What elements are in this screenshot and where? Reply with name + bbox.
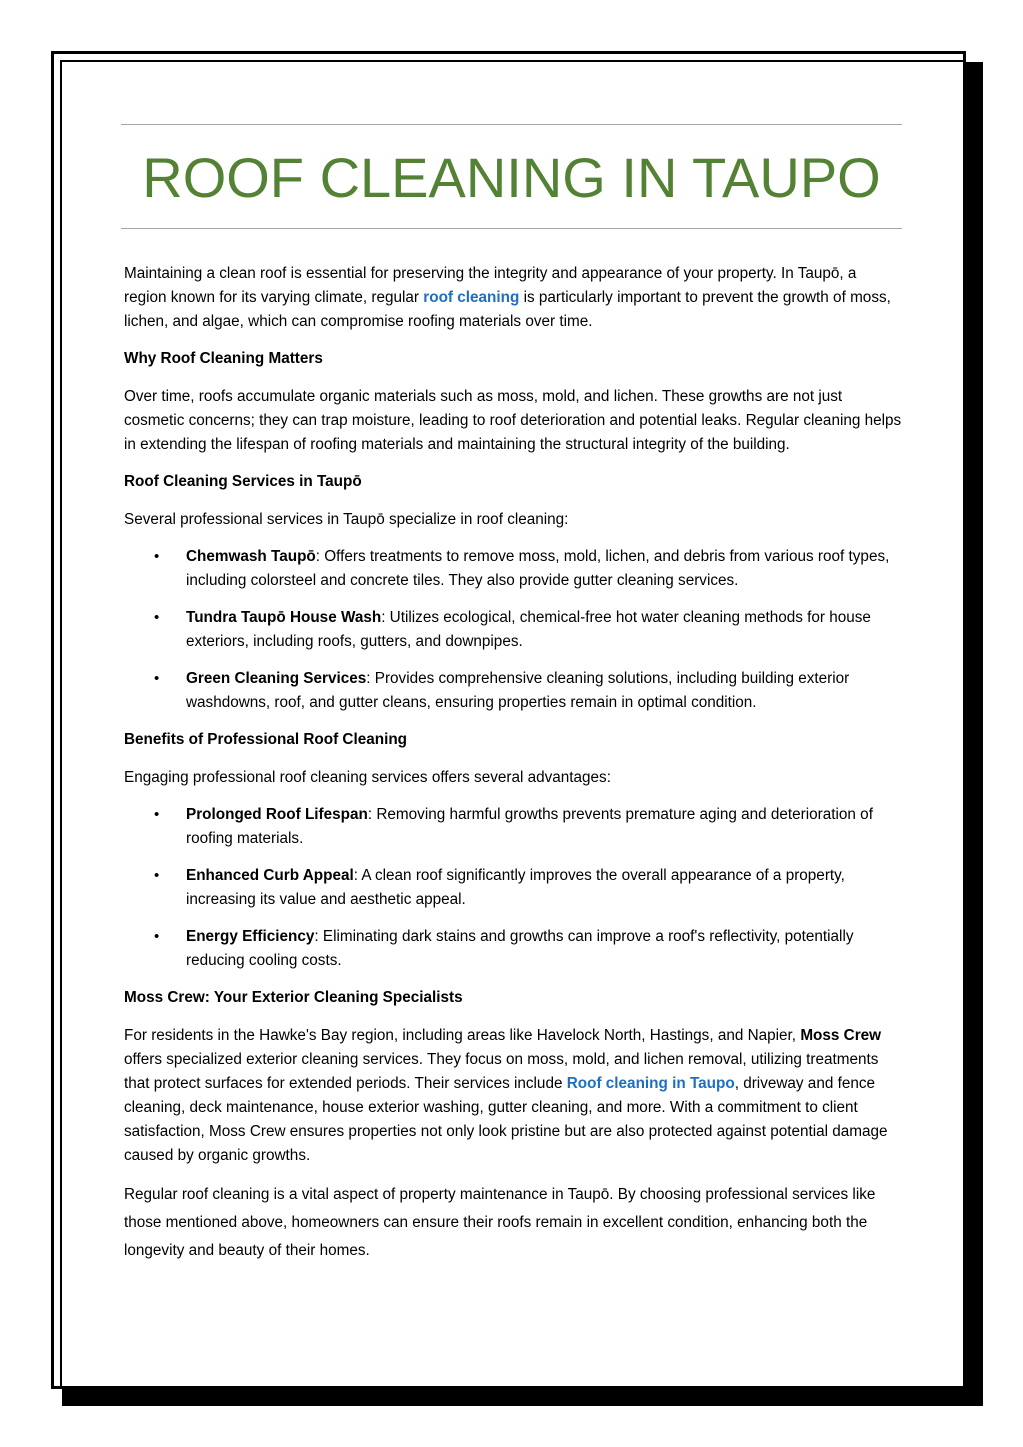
service-desc: : Offers treatments to remove moss, mold, lichen, and debris from various roof types, including colorsteel and concrete tiles. They also provide gutter cleaning services. — [186, 548, 890, 589]
why-paragraph: Over time, roofs accumulate organic materials such as moss, mold, and lichen. These growths are not just cosmetic concerns; they can trap moisture, leading to roof deterioration and potential leaks. Regular cleaning helps in extending the lifespan of roofing materials and maintaining the structural integrity of the building. — [124, 388, 902, 453]
list-item — [186, 606, 902, 654]
intro-paragraph — [124, 262, 902, 334]
service-name: Tundra Taupō House Wash — [186, 609, 382, 626]
intro-text-end: is particularly important to prevent the growth of moss, lichen, and algae, which can compromise roofing materials over time. — [124, 289, 891, 330]
services-heading: Roof Cleaning Services in Taupō — [124, 473, 362, 490]
moss-crew-paragraph — [124, 1024, 902, 1168]
list-item — [186, 545, 902, 593]
benefits-intro: Engaging professional roof cleaning services offers several advantages: — [124, 769, 611, 786]
benefits-list — [124, 803, 902, 973]
service-name: Chemwash Taupō — [186, 548, 316, 565]
benefit-desc: : Eliminating dark stains and growths can improve a roof's reflectivity, potentially reducing cooling costs. — [186, 928, 854, 969]
services-intro: Several professional services in Taupō specialize in roof cleaning: — [124, 511, 569, 528]
benefit-name: Enhanced Curb Appeal — [186, 867, 354, 884]
moss-text-end: , driveway and fence cleaning, deck maintenance, house exterior washing, gutter cleaning, and more. With a commitment to client satisfaction, Moss Crew ensures properties not only look pristine but are also protected against potential damage caused by organic growths. — [124, 1075, 888, 1164]
conclusion-paragraph: Regular roof cleaning is a vital aspect of property maintenance in Taupō. By choosing professional services like those mentioned above, homeowners can ensure their roofs remain in excellent condition, enhancing both the longevity and beauty of their homes. — [124, 1186, 876, 1259]
service-name: Green Cleaning Services — [186, 670, 367, 687]
moss-crew-heading: Moss Crew: Your Exterior Cleaning Specialists — [124, 989, 463, 1006]
benefits-heading: Benefits of Professional Roof Cleaning — [124, 731, 408, 748]
benefit-desc: : Removing harmful growths prevents premature aging and deterioration of roofing materials. — [186, 806, 873, 847]
title-top-rule — [121, 124, 902, 125]
page-title: ROOF CLEANING IN TAUPO — [142, 146, 881, 209]
service-desc: : Provides comprehensive cleaning solutions, including building exterior washdowns, roof, and gutter cleans, ensuring properties remain in optimal condition. — [186, 670, 850, 711]
services-list — [124, 545, 902, 715]
benefit-desc: : A clean roof significantly improves the overall appearance of a property, increasing its value and aesthetic appeal. — [186, 867, 845, 908]
list-item — [186, 667, 902, 715]
moss-crew-name: Moss Crew — [800, 1027, 882, 1044]
title-bottom-rule — [121, 228, 902, 229]
intro-text: Maintaining a clean roof is essential for preserving the integrity and appearance of your property. In Taupō, a region known for its varying climate, regular — [124, 265, 857, 306]
moss-text-middle: offers specialized exterior cleaning services. They focus on moss, mold, and lichen removal, utilizing treatments that protect surfaces for extended periods. Their services include — [124, 1051, 879, 1092]
why-heading: Why Roof Cleaning Matters — [124, 350, 323, 367]
list-item — [186, 864, 902, 912]
service-desc: : Utilizes ecological, chemical-free hot water cleaning methods for house exteriors, including roofs, gutters, and downpipes. — [186, 609, 871, 650]
benefit-name: Prolonged Roof Lifespan — [186, 806, 368, 823]
list-item — [186, 803, 902, 851]
document-body — [124, 262, 902, 1278]
moss-text: For residents in the Hawke's Bay region, including areas like Havelock North, Hastings, and Napier, — [124, 1027, 801, 1044]
benefit-name: Energy Efficiency — [186, 928, 315, 945]
list-item — [186, 925, 902, 973]
roof-cleaning-link[interactable]: roof cleaning — [423, 289, 520, 306]
roof-cleaning-taupo-link[interactable]: Roof cleaning in Taupo — [566, 1075, 735, 1092]
